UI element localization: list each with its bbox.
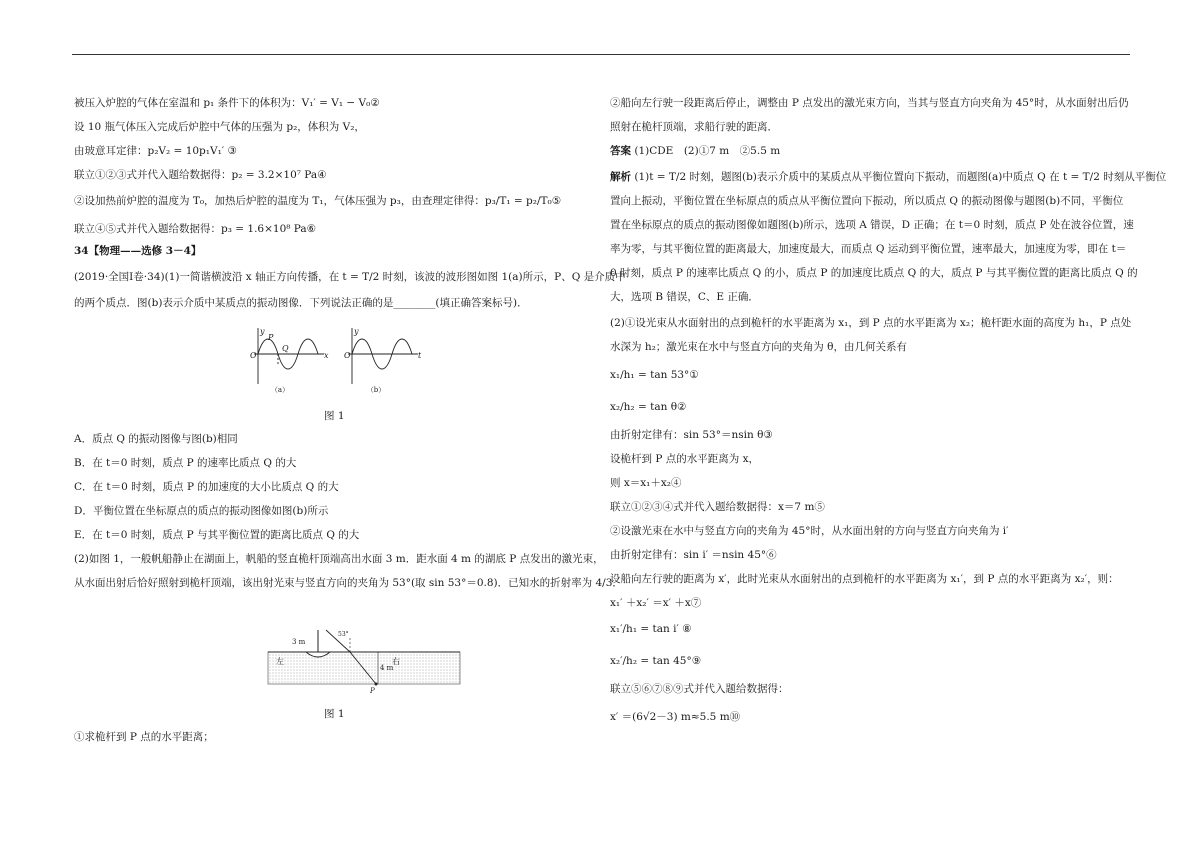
analysis-text: 置在坐标原点的质点的振动图像如题图(b)所示，选项 A 错误，D 正确；在 t＝0 时刻，质点 P 处在波谷位置，速 (610, 219, 1134, 231)
waveform-graph-a (254, 328, 324, 384)
option-a: A．质点 Q 的振动图像与图(b)相同 (74, 433, 238, 445)
analysis-tag: 解析 (610, 171, 631, 183)
option-d: D．平衡位置在坐标原点的质点的振动图像如图(b)所示 (74, 505, 329, 517)
analysis-text: (1)t = T/2 时刻，题图(b)表示介质中的某质点从平衡位置向下振动，而题图(a)中质点 Q 在 t = T/2 时刻从平衡位 (634, 171, 1167, 183)
label-p: P (370, 687, 375, 694)
svg-text:y: y (354, 327, 359, 336)
svg-text:Q: Q (282, 344, 289, 353)
text-line: 联立①②③式并代入题给数据得：p₂ = 3.2×10⁷ Pa④ (74, 169, 327, 181)
svg-text:O: O (344, 351, 351, 360)
analysis-line (610, 170, 1166, 184)
wave-figure (242, 326, 438, 394)
equation: 由折射定律有：sin i′ ＝nsin 45°⑥ (610, 549, 777, 561)
label-left: 左 (276, 657, 284, 666)
option-b: B．在 t＝0 时刻，质点 P 的速率比质点 Q 的大 (74, 457, 297, 469)
label-right: 右 (392, 657, 400, 666)
question-text: 的两个质点．图(b)表示介质中某质点的振动图像．下列说法正确的是________(填正确答案标号)． (74, 297, 528, 309)
equation: x₂′/h₂ = tan 45°⑨ (610, 655, 702, 667)
option-e: E．在 t＝0 时刻，质点 P 与其平衡位置的距离比质点 Q 的大 (74, 529, 360, 541)
text-line: ②设加热前炉腔的温度为 T₀，加热后炉腔的温度为 T₁，气体压强为 p₃，由查理定律得：p₃/T₁ = p₂/T₀⑤ (74, 195, 562, 207)
figure-label-a: （a） (270, 386, 290, 394)
question-text: ①求桅杆到 P 点的水平距离； (74, 731, 214, 743)
lake-figure (266, 624, 462, 694)
equation: x₁/h₁ = tan 53°① (610, 369, 699, 381)
svg-text:P: P (268, 333, 274, 342)
analysis-text: 大，选项 B 错误，C、E 正确． (610, 291, 759, 303)
answer-tag: 答案 (610, 145, 631, 157)
answer-line (610, 144, 780, 158)
equation: 联立①②③④式并代入题给数据得：x＝7 m⑤ (610, 501, 825, 513)
svg-text:y: y (260, 327, 265, 336)
svg-text:x: x (324, 351, 329, 360)
equation: x₂/h₂ = tan θ② (610, 401, 687, 413)
text-line: 设 10 瓶气体压入完成后炉腔中气体的压强为 p₂，体积为 V₂， (74, 121, 365, 133)
equation: x₁′/h₁ = tan i′ ⑧ (610, 623, 692, 635)
equation: x₁′ ＋x₂′ ＝x′ ＋x⑦ (610, 597, 702, 609)
question-text: (2019·全国Ⅰ卷·34)(1)一简谐横波沿 x 轴正方向传播，在 t = T/2 时刻，该波的波形图如图 1(a)所示，P、Q 是介质中 (74, 271, 626, 283)
label-angle: 53° (338, 631, 349, 638)
figure-caption: 图 1 (324, 708, 345, 720)
analysis-text: 置向上振动，平衡位置在坐标原点的质点从平衡位置向下振动，所以质点 Q 的振动图像与题图(b)不同，平衡位 (610, 195, 1124, 207)
figure-caption: 图 1 (324, 410, 345, 422)
question-text: ②船向左行驶一段距离后停止，调整由 P 点发出的激光束方向，当其与竖直方向夹角为 45°时，从水面射出后仍 (610, 97, 1129, 109)
equation: 设船向左行驶的距离为 x′，此时光束从水面射出的点到桅杆的水平距离为 x₁′，到 P 点的水平距离为 x₂′，则： (610, 573, 1119, 585)
question-text: 照射在桅杆顶端，求船行驶的距离． (610, 121, 778, 133)
header-rule (72, 54, 1130, 55)
analysis-text: (2)①设光束从水面射出的点到桅杆的水平距离为 x₁，到 P 点的水平距离为 x₂；桅杆距水面的高度为 h₁，P 点处 (610, 317, 1132, 329)
equation: x′ ＝(6√2－3) m≈5.5 m⑩ (610, 711, 741, 723)
equation: 联立⑤⑥⑦⑧⑨式并代入题给数据得： (610, 683, 789, 695)
equation: 由折射定律有：sin 53°＝nsin θ③ (610, 429, 773, 441)
equation: 则 x＝x₁＋x₂④ (610, 477, 682, 489)
svg-text:O: O (250, 351, 257, 360)
label-4m: 4 m (380, 664, 394, 672)
question-text: (2)如图 1，一般帆船静止在湖面上，帆船的竖直桅杆顶端高出水面 3 m．距水面 4 m 的湖底 P 点发出的激光束， (74, 553, 604, 565)
figure-label-b: （b） (366, 386, 386, 394)
analysis-text: 0 时刻，质点 P 的速率比质点 Q 的小，质点 P 的加速度比质点 Q 的大，质点 P 与其平衡位置的距离比质点 Q 的 (610, 267, 1138, 279)
text-line: 联立④⑤式并代入题给数据得：p₃ = 1.6×10⁸ Pa⑥ (74, 223, 317, 235)
svg-text:t: t (418, 351, 422, 360)
option-c: C．在 t＝0 时刻，质点 P 的加速度的大小比质点 Q 的大 (74, 481, 339, 493)
text-line: 被压入炉腔的气体在室温和 p₁ 条件下的体积为：V₁′ = V₁ − V₀② (74, 97, 380, 109)
section-heading: 34【物理——选修 3－4】 (74, 245, 202, 257)
waveform-graph-b (348, 328, 418, 384)
analysis-text: 率为零，与其平衡位置的距离最大，加速度最大，而质点 Q 运动到平衡位置，速率最大，加速度为零，即在 t＝ (610, 243, 1127, 255)
equation: ②设激光束在水中与竖直方向的夹角为 45°时，从水面出射的方向与竖直方向夹角为 i′ (610, 525, 1009, 537)
text-line: 由玻意耳定律：p₂V₂ = 10p₁V₁′ ③ (74, 145, 237, 157)
label-3m: 3 m (292, 638, 306, 646)
answer-text: (1)CDE (2)①7 m ②5.5 m (634, 145, 781, 157)
equation: 设桅杆到 P 点的水平距离为 x， (610, 453, 759, 465)
analysis-text: 水深为 h₂；激光束在水中与竖直方向的夹角为 θ，由几何关系有 (610, 341, 907, 353)
question-text: 从水面出射后恰好照射到桅杆顶端，该出射光束与竖直方向的夹角为 53°(取 sin 53°＝0.8)．已知水的折射率为 4/3． (74, 577, 623, 589)
